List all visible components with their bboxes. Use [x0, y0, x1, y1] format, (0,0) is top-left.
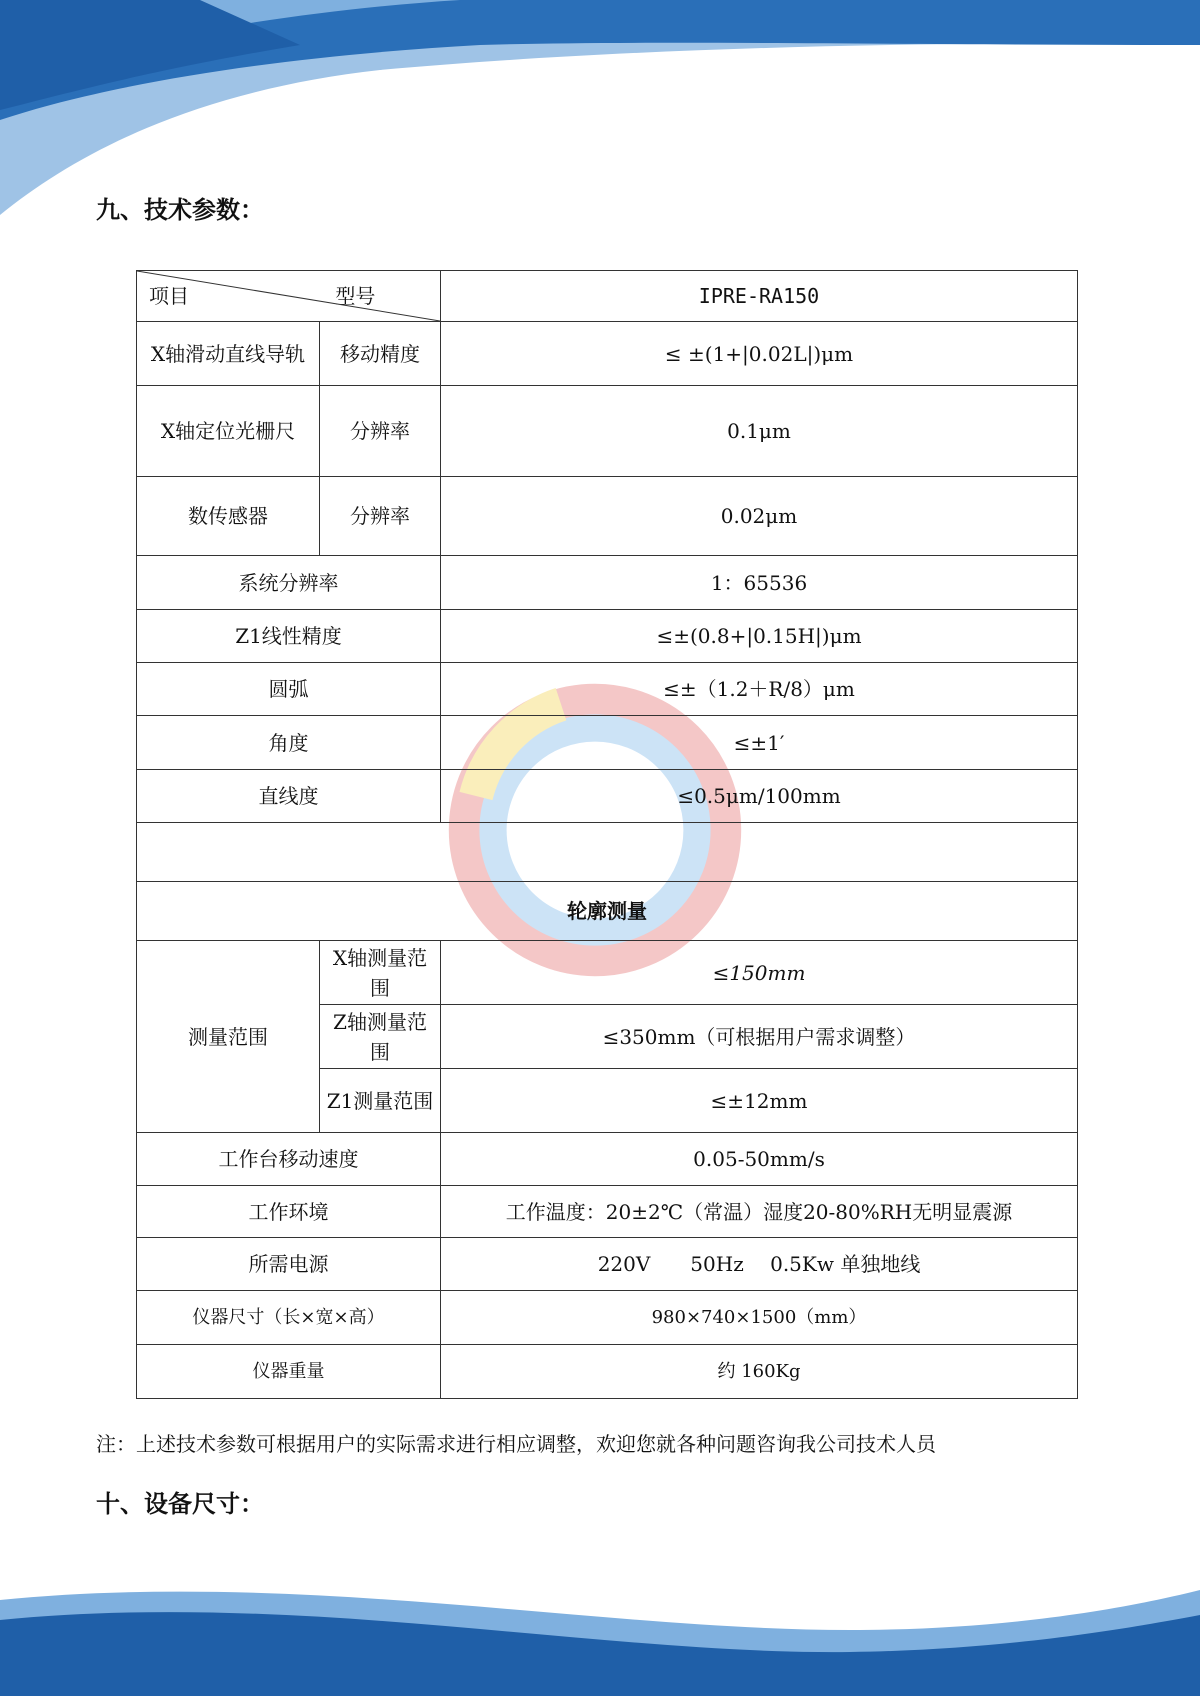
header-diagonal-cell: [137, 271, 441, 322]
row-label: 工作台移动速度: [137, 1133, 441, 1186]
row-value: 0.05-50mm/s: [441, 1133, 1078, 1186]
row-label: 直线度: [137, 770, 441, 823]
table-row: [137, 716, 1078, 770]
row-sublabel: 分辨率: [320, 477, 441, 556]
table-row: [137, 322, 1078, 386]
row-label: 所需电源: [137, 1238, 441, 1291]
table-row: [137, 1186, 1078, 1238]
row-label: 圆弧: [137, 663, 441, 716]
row-value: ≤±1′: [441, 716, 1078, 770]
row-value: ≤ ±(1+|0.02L|)μm: [441, 322, 1078, 386]
spec-table: [136, 270, 1078, 1399]
range-label: 测量范围: [137, 941, 320, 1133]
section-row: [137, 882, 1078, 941]
table-row: [137, 386, 1078, 477]
table-row: [137, 610, 1078, 663]
row-label: 仪器尺寸（长×宽×高）: [137, 1291, 441, 1345]
row-value: ≤±(0.8+|0.15H|)μm: [441, 610, 1078, 663]
footnote: 注：上述技术参数可根据用户的实际需求进行相应调整，欢迎您就各种问题咨询我公司技术人员: [96, 1432, 936, 1456]
row-sublabel: 分辨率: [320, 386, 441, 477]
row-value: 约 160Kg: [441, 1345, 1078, 1399]
row-label: X轴定位光栅尺: [137, 386, 320, 477]
row-sublabel: Z轴测量范围: [320, 1005, 441, 1069]
row-label: 工作环境: [137, 1186, 441, 1238]
table-row: [137, 477, 1078, 556]
table-row: [137, 941, 1078, 1005]
section-label: 轮廓测量: [137, 882, 1078, 941]
diagonal-line: [137, 271, 440, 321]
row-label: Z1线性精度: [137, 610, 441, 663]
table-row: [137, 1238, 1078, 1291]
row-label: X轴滑动直线导轨: [137, 322, 320, 386]
row-sublabel: X轴测量范围: [320, 941, 441, 1005]
row-value: 220V 50Hz 0.5Kw 单独地线: [441, 1238, 1078, 1291]
row-label: 系统分辨率: [137, 556, 441, 610]
table-header-row: [137, 271, 1078, 322]
row-value: ≤150mm: [441, 941, 1078, 1005]
row-value: ≤0.5μm/100mm: [441, 770, 1078, 823]
row-value: ≤±12mm: [441, 1069, 1078, 1133]
model-value: IPRE-RA150: [441, 271, 1078, 322]
row-sublabel: Z1测量范围: [320, 1069, 441, 1133]
table-row: [137, 770, 1078, 823]
footer-wave-decoration: [0, 1560, 1200, 1696]
table-row: [137, 1345, 1078, 1399]
section-9-title: 九、技术参数：: [96, 196, 264, 224]
row-sublabel: 移动精度: [320, 322, 441, 386]
empty-cell: [137, 823, 1078, 882]
header-model-label: 型号: [335, 284, 376, 308]
row-value: ≤350mm（可根据用户需求调整）: [441, 1005, 1078, 1069]
row-value: 980×740×1500（mm）: [441, 1291, 1078, 1345]
row-label: 角度: [137, 716, 441, 770]
row-value: 1：65536: [441, 556, 1078, 610]
row-label: 数传感器: [137, 477, 320, 556]
table-row: [137, 1133, 1078, 1186]
table-row: [137, 556, 1078, 610]
row-value: ≤±（1.2＋R/8）μm: [441, 663, 1078, 716]
header-wave-decoration: [0, 0, 1200, 220]
row-value: 0.02μm: [441, 477, 1078, 556]
header-item-label: 项目: [149, 284, 189, 308]
table-row: [137, 663, 1078, 716]
table-row: [137, 1291, 1078, 1345]
row-label: 仪器重量: [137, 1345, 441, 1399]
empty-row: [137, 823, 1078, 882]
section-10-title: 十、设备尺寸：: [96, 1490, 264, 1518]
row-value: 0.1μm: [441, 386, 1078, 477]
row-value: 工作温度：20±2℃（常温）湿度20-80%RH无明显震源: [441, 1186, 1078, 1238]
